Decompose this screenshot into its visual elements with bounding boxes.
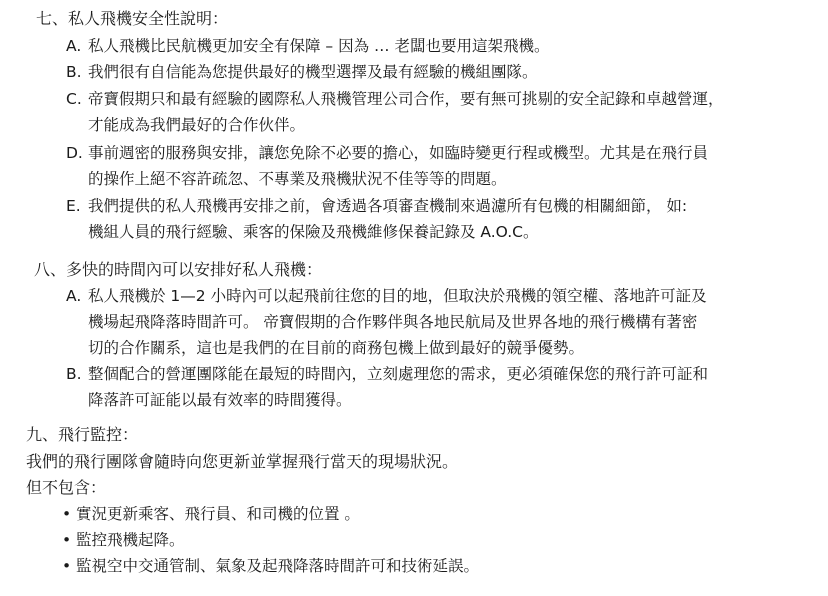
bullet-item: [62, 529, 185, 551]
section-7-item-c: [66, 86, 816, 138]
item-text: 我們很有自信能為您提供最好的機型選擇及最有經驗的機組團隊。: [88, 63, 538, 81]
section-7-item-b: [66, 59, 816, 85]
bullet-dot: •: [62, 505, 72, 523]
section-8-item-b: [66, 361, 816, 413]
section-title-9: 九、飛行監控：: [26, 425, 139, 444]
item-letter: B.: [66, 365, 82, 383]
item-text-line-1: 私人飛機於 1—2 小時內可以起飛前往您的目的地，但取決於飛機的領空權、落地許可証及: [88, 287, 707, 305]
not-included-label: 但不包含：: [26, 478, 107, 497]
item-text-line-1: 整個配合的營運團隊能在最短的時間內，立刻處理您的需求，更必須確保您的飛行許可証和: [88, 365, 709, 383]
section-7-item-e: [66, 193, 816, 245]
section-7-item-d: [66, 140, 816, 192]
bullet-item: [62, 555, 479, 577]
item-text-line-2: 機組人員的飛行經驗、乘客的保險及飛機維修保養記錄及 A.O.C。: [88, 223, 539, 241]
bullet-item: [62, 503, 360, 525]
section-7-item-a: [66, 33, 816, 59]
item-text-line-3: 切的合作關系，這也是我們的在目前的商務包機上做到最好的競爭優勢。: [88, 339, 585, 357]
item-letter: D.: [66, 144, 83, 162]
bullet-dot: •: [62, 557, 72, 575]
section-8-item-a: [66, 283, 816, 361]
item-text-line-2: 的操作上絕不容許疏忽、不專業及飛機狀況不佳等等的問題。: [88, 170, 507, 188]
item-text-line-1: 帝寶假期只和最有經驗的國際私人飛機管理公司合作，要有無可挑剔的安全記錄和卓越營運，: [88, 90, 724, 108]
item-text-line-1: 我們提供的私人飛機再安排之前，會透過各項審查機制來過濾所有包機的相關細節， 如:: [88, 197, 688, 215]
item-letter: E.: [66, 197, 81, 215]
item-letter: A.: [66, 287, 82, 305]
item-text: 私人飛機比民航機更加安全有保障 – 因為 … 老闆也要用這架飛機。: [88, 37, 550, 55]
bullet-text: 監控飛機起降。: [76, 531, 185, 549]
item-text-line-2: 才能成為我們最好的合作伙伴。: [88, 116, 306, 134]
item-text-line-2: 機場起飛降落時間許可。 帝寶假期的合作夥伴與各地民航局及世界各地的飛行機構有著密: [88, 313, 698, 331]
item-letter: B.: [66, 63, 82, 81]
bullet-dot: •: [62, 531, 72, 549]
item-letter: A.: [66, 37, 82, 55]
item-text-line-2: 降落許可証能以最有效率的時間獲得。: [88, 391, 352, 409]
bullet-text: 監視空中交通管制、氣象及起飛降落時間許可和技術延誤。: [76, 557, 480, 575]
bullet-text: 實況更新乘客、飛行員、和司機的位置 。: [76, 505, 360, 523]
item-letter: C.: [66, 90, 82, 108]
section-title-7: 七、私人飛機安全性說明：: [36, 9, 229, 28]
monitor-description: 我們的飛行團隊會隨時向您更新並掌握飛行當天的現場狀況。: [26, 452, 459, 471]
section-title-8: 八、多快的時間內可以安排好私人飛機：: [34, 260, 323, 279]
item-text-line-1: 事前週密的服務與安排，讓您免除不必要的擔心，如臨時變更行程或機型。尤其是在飛行員: [88, 144, 709, 162]
